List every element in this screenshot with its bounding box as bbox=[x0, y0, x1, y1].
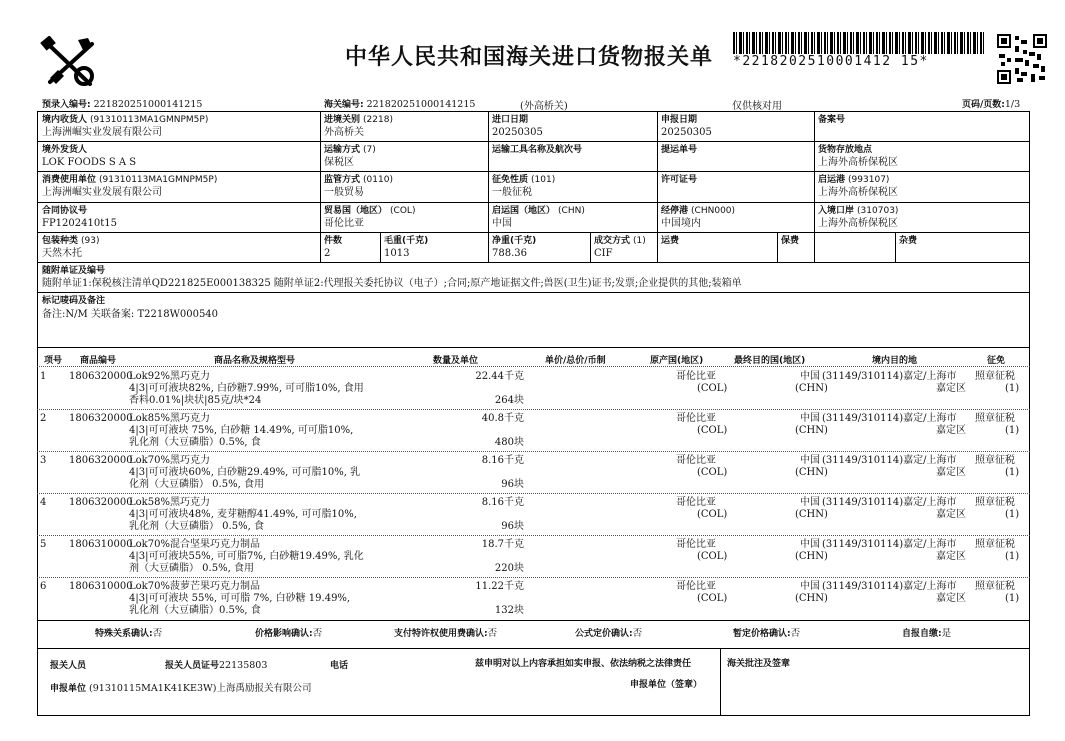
item-domestic-dest: (31149/310114)嘉定/上海市 bbox=[822, 413, 957, 424]
th-hs-code: 商品编号 bbox=[80, 356, 117, 366]
levy-nature-field: 征免性质 (101) bbox=[492, 175, 556, 185]
verify-note: 仅供核对用 bbox=[732, 101, 782, 112]
item-levy: 照章征税 bbox=[975, 371, 1015, 382]
entry-port-field: 进境关别 (2218) bbox=[324, 115, 393, 125]
consumer-field: 消费使用单位 (91310113MA1GMNPM5P) bbox=[42, 175, 218, 185]
origin-country-field: 启运国（地区） (CHN) bbox=[492, 206, 585, 216]
entry-place-field: 入境口岸 (310703) bbox=[818, 206, 899, 216]
item-domestic-dest: (31149/310114)嘉定/上海市 bbox=[822, 371, 957, 382]
th-price-currency: 单价/总价/币制 bbox=[545, 356, 606, 366]
item-name: Lok70%黑巧克力 bbox=[129, 455, 210, 466]
item-origin: 哥伦比亚 bbox=[676, 371, 716, 382]
item-no: 2 bbox=[40, 413, 47, 424]
item-domestic-dest: (31149/310114)嘉定/上海市 bbox=[822, 581, 957, 592]
hs-code: 1806310000 bbox=[69, 581, 133, 592]
item-origin-code: (COL) bbox=[697, 509, 728, 520]
item-origin-code: (COL) bbox=[697, 467, 728, 478]
freight-label: 运费 bbox=[661, 236, 680, 246]
entry-place: 上海外高桥保税区 bbox=[818, 218, 898, 229]
item-dest: 中国 bbox=[800, 371, 820, 382]
item-name: Lok85%黑巧克力 bbox=[129, 413, 210, 424]
item-spec-line1: 4|3|可可液块48%, 麦芽糖醇41.49%, 可可脂10%, bbox=[129, 509, 357, 520]
item-no: 1 bbox=[40, 371, 47, 382]
hs-code: 1806320000 bbox=[69, 497, 133, 508]
self-pay-confirm: 自报自缴:是 bbox=[902, 628, 952, 639]
item-spec-line1: 4|3|可可液块60%, 白砂糖29.49%, 可可脂10%, 乳 bbox=[129, 467, 361, 478]
consumer-name: 上海洲崛实业发展有限公司 bbox=[42, 187, 162, 198]
page-indicator: 页码/页数:1/3 bbox=[962, 99, 1021, 110]
item-origin: 哥伦比亚 bbox=[676, 539, 716, 550]
net-weight-label: 净重(千克) bbox=[492, 236, 537, 246]
phone-label: 电话 bbox=[330, 661, 349, 671]
item-dest: 中国 bbox=[800, 497, 820, 508]
item-no: 5 bbox=[40, 539, 47, 550]
declarer-label: 报关人员 bbox=[50, 661, 87, 671]
item-quantity-2: 96块 bbox=[501, 479, 524, 490]
item-domestic-district: 嘉定区 bbox=[936, 383, 966, 394]
item-dest: 中国 bbox=[800, 581, 820, 592]
item-quantity: 22.44千克 bbox=[475, 371, 524, 382]
marks-remarks: 备注:N/M 关联备案: T2218W000540 bbox=[42, 309, 219, 320]
bill-of-lading-label: 提运单号 bbox=[661, 145, 698, 155]
transit-port-field: 经停港 (CHN000) bbox=[661, 206, 736, 216]
vessel-label: 运输工具名称及航次号 bbox=[492, 145, 583, 155]
item-origin: 哥伦比亚 bbox=[676, 413, 716, 424]
item-levy-code: (1) bbox=[1005, 383, 1020, 394]
item-spec-line2: 剂（大豆磷脂） 0.5%, 食用 bbox=[129, 563, 254, 574]
item-levy: 照章征税 bbox=[975, 497, 1015, 508]
item-dest: 中国 bbox=[800, 413, 820, 424]
th-domestic-dest: 境内目的地 bbox=[872, 356, 918, 366]
item-spec-line1: 4|3|可可液块 55%, 可可脂 7%, 白砂糖 19.49%, bbox=[129, 593, 351, 604]
item-spec-line2: 香料0.01%|块状|85克/块*24 bbox=[129, 395, 262, 406]
item-levy-code: (1) bbox=[1005, 467, 1020, 478]
customs-annotation-label: 海关批注及签章 bbox=[727, 659, 791, 669]
declarer-cert: 报关人员证号22135803 bbox=[165, 660, 268, 671]
item-domestic-dest: (31149/310114)嘉定/上海市 bbox=[822, 539, 957, 550]
th-item-no: 项号 bbox=[44, 356, 63, 366]
record-no-label: 备案号 bbox=[818, 115, 846, 125]
misc-fee-label: 杂费 bbox=[899, 236, 918, 246]
item-no: 4 bbox=[40, 497, 47, 508]
hs-code: 1806320000 bbox=[69, 371, 133, 382]
item-name: Lok92%黑巧克力 bbox=[129, 371, 210, 382]
item-quantity: 11.22千克 bbox=[475, 581, 524, 592]
levy-nature: 一般征税 bbox=[492, 187, 532, 198]
th-name-spec: 商品名称及规格型号 bbox=[214, 356, 296, 366]
item-quantity: 8.16千克 bbox=[481, 497, 524, 508]
license-label: 许可证号 bbox=[661, 175, 698, 185]
customs-number: 海关编号: 221820251000141215 bbox=[324, 99, 476, 110]
item-dest-code: (CHN) bbox=[795, 593, 828, 604]
item-quantity-2: 220块 bbox=[494, 563, 524, 574]
shipper-name: LOK FOODS S A S bbox=[42, 157, 137, 168]
item-name: Lok58%黑巧克力 bbox=[129, 497, 210, 508]
consignee-name: 上海洲崛实业发展有限公司 bbox=[42, 127, 162, 138]
hs-code: 1806320000 bbox=[69, 413, 133, 424]
deal-mode: CIF bbox=[594, 248, 613, 259]
item-spec-line1: 4|3|可可液块55%, 可可脂7%, 白砂糖19.49%, 乳化 bbox=[129, 551, 364, 562]
item-levy-code: (1) bbox=[1005, 425, 1020, 436]
item-name: Lok70%菠萝芒果巧克力制品 bbox=[129, 581, 260, 592]
item-quantity-2: 96块 bbox=[501, 521, 524, 532]
hs-code: 1806320000 bbox=[69, 455, 133, 466]
item-origin: 哥伦比亚 bbox=[676, 455, 716, 466]
item-levy: 照章征税 bbox=[975, 539, 1015, 550]
entry-port: 外高桥关 bbox=[324, 127, 364, 138]
price-impact-confirm: 价格影响确认:否 bbox=[255, 628, 323, 639]
item-origin-code: (COL) bbox=[697, 383, 728, 394]
docs-list: 随附单证1:保税核注清单QD221825E000138325 随附单证2:代理报关委托协议（电子）;合同;原产地证据文件;兽医(卫生)证书;发票;企业提供的其他;装箱单 bbox=[42, 278, 742, 289]
item-levy: 照章征税 bbox=[975, 581, 1015, 592]
gross-weight: 1013 bbox=[384, 248, 410, 259]
item-quantity: 40.8千克 bbox=[481, 413, 524, 424]
item-domestic-district: 嘉定区 bbox=[936, 467, 966, 478]
item-no: 3 bbox=[40, 455, 47, 466]
supervision-mode: 一般贸易 bbox=[324, 187, 364, 198]
item-dest-code: (CHN) bbox=[795, 425, 828, 436]
item-levy: 照章征税 bbox=[975, 413, 1015, 424]
formula-price-confirm: 公式定价确认:否 bbox=[575, 628, 643, 639]
transport-mode: 保税区 bbox=[324, 157, 354, 168]
trade-country: 哥伦比亚 bbox=[324, 218, 364, 229]
item-name: Lok70%混合坚果巧克力制品 bbox=[129, 539, 260, 550]
item-dest-code: (CHN) bbox=[795, 383, 828, 394]
item-no: 6 bbox=[40, 581, 47, 592]
special-relation-confirm: 特殊关系确认:否 bbox=[95, 628, 163, 639]
item-origin: 哥伦比亚 bbox=[676, 581, 716, 592]
contract-label: 合同协议号 bbox=[42, 206, 88, 216]
item-levy-code: (1) bbox=[1005, 551, 1020, 562]
item-dest-code: (CHN) bbox=[795, 509, 828, 520]
item-quantity: 8.16千克 bbox=[481, 455, 524, 466]
item-levy: 照章征税 bbox=[975, 455, 1015, 466]
item-dest: 中国 bbox=[800, 539, 820, 550]
item-levy-code: (1) bbox=[1005, 509, 1020, 520]
depart-port-field: 启运港 (993107) bbox=[818, 175, 890, 185]
import-date-label: 进口日期 bbox=[492, 115, 529, 125]
package-field: 包装种类 (93) bbox=[42, 236, 100, 246]
package-type: 天然木托 bbox=[42, 248, 82, 259]
item-domestic-district: 嘉定区 bbox=[936, 551, 966, 562]
item-spec-line2: 乳化剂（大豆磷脂）0.5%, 食 bbox=[129, 437, 261, 448]
item-origin-code: (COL) bbox=[697, 551, 728, 562]
barcode-number: *2218202510001412 15* bbox=[733, 54, 929, 69]
item-domestic-district: 嘉定区 bbox=[936, 509, 966, 520]
contract-number: FP1202410t15 bbox=[42, 218, 117, 229]
item-quantity-2: 132块 bbox=[494, 605, 524, 616]
origin-country: 中国 bbox=[492, 218, 512, 229]
transport-field: 运输方式 (7) bbox=[324, 145, 376, 155]
customs-name: (外高桥关) bbox=[520, 101, 568, 112]
insurance-label: 保费 bbox=[781, 236, 800, 246]
gross-weight-label: 毛重(千克) bbox=[384, 236, 429, 246]
item-spec-line2: 乳化剂（大豆磷脂）0.5%, 食 bbox=[129, 605, 261, 616]
item-spec-line2: 乳化剂（大豆磷脂） 0.5%, 食 bbox=[129, 521, 264, 532]
shipper-label: 境外发货人 bbox=[42, 145, 88, 155]
item-quantity-2: 480块 bbox=[494, 437, 524, 448]
item-domestic-district: 嘉定区 bbox=[936, 593, 966, 604]
item-domestic-dest: (31149/310114)嘉定/上海市 bbox=[822, 455, 957, 466]
th-levy: 征免 bbox=[987, 356, 1006, 366]
item-levy-code: (1) bbox=[1005, 593, 1020, 604]
item-domestic-dest: (31149/310114)嘉定/上海市 bbox=[822, 497, 957, 508]
item-quantity: 18.7千克 bbox=[481, 539, 524, 550]
storage-place: 上海外高桥保税区 bbox=[818, 157, 898, 168]
pieces-label: 件数 bbox=[324, 236, 343, 246]
item-origin-code: (COL) bbox=[697, 593, 728, 604]
item-quantity-2: 264块 bbox=[494, 395, 524, 406]
customs-emblem-icon bbox=[38, 36, 102, 90]
trade-country-field: 贸易国（地区） (COL) bbox=[324, 206, 416, 216]
barcode bbox=[733, 32, 986, 54]
item-origin-code: (COL) bbox=[697, 425, 728, 436]
docs-label: 随附单证及编号 bbox=[42, 266, 106, 276]
item-dest-code: (CHN) bbox=[795, 551, 828, 562]
net-weight: 788.36 bbox=[492, 248, 527, 259]
item-dest-code: (CHN) bbox=[795, 467, 828, 478]
royalty-confirm: 支付特许权使用费确认:否 bbox=[394, 628, 498, 639]
supervision-field: 监管方式 (0110) bbox=[324, 175, 393, 185]
hs-code: 1806310000 bbox=[69, 539, 133, 550]
transit-port: 中国境内 bbox=[661, 218, 701, 229]
agent-seal-label: 申报单位（签章） bbox=[630, 680, 703, 690]
qr-code-icon bbox=[997, 34, 1047, 84]
consignee-field: 境内收货人 (91310113MA1GMNPM5P) bbox=[42, 115, 209, 125]
th-dest-country: 最终目的国(地区) bbox=[734, 356, 806, 366]
document-title: 中华人民共和国海关进口货物报关单 bbox=[345, 45, 714, 70]
th-qty-unit: 数量及单位 bbox=[433, 356, 479, 366]
item-spec-line2: 化剂（大豆磷脂） 0.5%, 食用 bbox=[129, 479, 264, 490]
declaring-agent: 申报单位 (91310115MA1K41KE3W)上海禹励报关有限公司 bbox=[50, 683, 312, 694]
declare-date: 20250305 bbox=[661, 127, 712, 138]
item-domestic-district: 嘉定区 bbox=[936, 425, 966, 436]
provisional-price-confirm: 暂定价格确认:否 bbox=[733, 628, 801, 639]
pieces: 2 bbox=[324, 248, 331, 259]
th-origin-country: 原产国(地区) bbox=[650, 356, 704, 366]
deal-field: 成交方式 (1) bbox=[594, 236, 646, 246]
depart-port: 上海外高桥保税区 bbox=[818, 187, 898, 198]
declare-date-label: 申报日期 bbox=[661, 115, 698, 125]
item-spec-line1: 4|3|可可液块 75%, 白砂糖 14.49%, 可可脂10%, bbox=[129, 425, 354, 436]
marks-label: 标记唛码及备注 bbox=[42, 296, 106, 306]
pre-entry-number: 预录入编号: 221820251000141215 bbox=[42, 99, 203, 110]
item-origin: 哥伦比亚 bbox=[676, 497, 716, 508]
storage-label: 货物存放地点 bbox=[818, 145, 873, 155]
item-spec-line1: 4|3|可可液块82%, 白砂糖7.99%, 可可脂10%, 食用 bbox=[129, 383, 364, 394]
import-date: 20250305 bbox=[492, 127, 543, 138]
declaration-statement: 兹申明对以上内容承担如实申报、依法纳税之法律责任 bbox=[475, 659, 692, 669]
item-dest: 中国 bbox=[800, 455, 820, 466]
